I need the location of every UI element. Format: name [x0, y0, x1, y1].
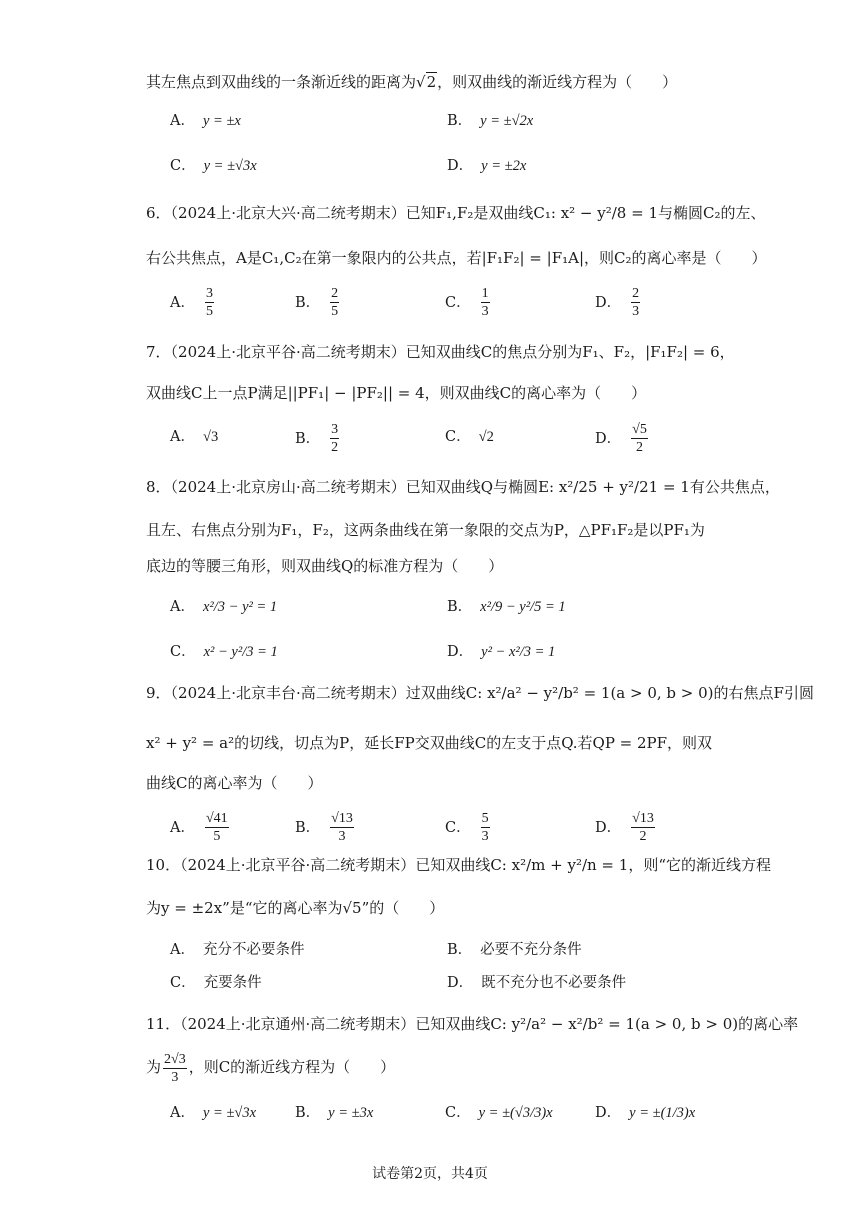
option-c: C． 充要条件 [170, 975, 262, 991]
question-text: ，则双曲线的渐近线方程为（ ） [437, 73, 678, 91]
question-6-line2: 右公共焦点，A是C₁,C₂在第一象限内的公共点，若|F₁F₂| = |F₁A|，则C₂的离心率是（ ） [146, 249, 767, 267]
question-source: （2024上·北京平谷·高二统考期末） [170, 343, 406, 361]
question-source: （2024上·北京大兴·高二统考期末） [170, 204, 406, 222]
option-c: C． y = ±(√3/3)x [445, 1105, 553, 1121]
question-9-line3: 曲线C的离心率为（ ） [146, 774, 323, 792]
question-6: 6．（2024上·北京大兴·高二统考期末）已知F₁,F₂是双曲线C₁: x² − y²/8 = 1与椭圆C₂的左、 [146, 204, 766, 222]
option-c: C． $\frac{5}{3}$ [445, 811, 489, 844]
option-b: B． $\frac{√13}{3}$ [295, 811, 353, 844]
option-d: D． 既不充分也不必要条件 [447, 975, 627, 991]
option-a: A． $\frac{√41}{5}$ [170, 811, 228, 844]
option-d: D． y = ±2x [447, 158, 527, 174]
question-9: 9．（2024上·北京丰台·高二统考期末）过双曲线C: x²/a² − y²/b² = 1(a > 0, b > 0)的右焦点F引圆 [146, 684, 814, 702]
option-c: C． x² − y²/3 = 1 [170, 644, 278, 660]
option-d: D． $\frac{2}{3}$ [595, 286, 640, 319]
question-8-line3: 底边的等腰三角形，则双曲线Q的标准方程为（ ） [146, 557, 504, 575]
sqrt-2: √2 [416, 73, 437, 91]
question-8-line2: 且左、右焦点分别为F₁，F₂，这两条曲线在第一象限的交点为P，△PF₁F₂是以PF₁为 [146, 521, 705, 539]
question-11-line2: 为 $\frac{2√3}{3}$ ，则C的渐近线方程为（ ） [146, 1051, 396, 1085]
option-c: C． $\frac{1}{3}$ [445, 286, 489, 319]
option-b: B． $\frac{2}{5}$ [295, 286, 339, 319]
option-a: A． x²/3 − y² = 1 [170, 599, 278, 615]
option-d: D． $\frac{√13}{2}$ [595, 811, 654, 844]
question-source: （2024上·北京通州·高二统考期末） [180, 1015, 416, 1033]
question-10: 10．（2024上·北京平谷·高二统考期末）已知双曲线C: x²/m + y²/n = 1，则“它的渐近线方程 [146, 856, 771, 874]
option-b: B． $\frac{3}{2}$ [295, 422, 339, 455]
option-a: A． √3 [170, 429, 219, 445]
question-source: （2024上·北京平谷·高二统考期末） [180, 856, 416, 874]
page-footer: 试卷第2页，共4页 [372, 1166, 488, 1182]
option-d: D． y² − x²/3 = 1 [447, 644, 556, 660]
option-c: C． y = ±√3x [170, 158, 257, 174]
question-source: （2024上·北京丰台·高二统考期末） [170, 684, 406, 702]
question-11: 11．（2024上·北京通州·高二统考期末）已知双曲线C: y²/a² − x²/b² = 1(a > 0, b > 0)的离心率 [146, 1015, 799, 1033]
option-b: B． x²/9 − y²/5 = 1 [447, 599, 566, 615]
question-source: （2024上·北京房山·高二统考期末） [170, 478, 406, 496]
question-7: 7．（2024上·北京平谷·高二统考期末）已知双曲线C的焦点分别为F₁、F₂，|F₁F₂| = 6， [146, 343, 735, 361]
option-b: B． y = ±3x [295, 1105, 374, 1121]
question-10-line2: 为y = ±2x”是“它的离心率为√5”的（ ） [146, 899, 445, 917]
question-text: 其左焦点到双曲线的一条渐近线的距离为 [146, 73, 417, 91]
option-a: A． y = ±√3x [170, 1105, 257, 1121]
question-5-tail [146, 72, 677, 92]
option-b: B． y = ±√2x [447, 113, 534, 129]
option-d: D． y = ±(1/3)x [595, 1105, 696, 1121]
option-c: C． √2 [445, 429, 494, 445]
option-b: B． 必要不充分条件 [447, 942, 582, 958]
question-8: 8．（2024上·北京房山·高二统考期末）已知双曲线Q与椭圆E: x²/25 + y²/21 = 1有公共焦点， [146, 478, 780, 496]
option-a: A． $\frac{3}{5}$ [170, 286, 213, 319]
option-a: A． y = ±x [170, 113, 241, 129]
question-7-line2: 双曲线C上一点P满足||PF₁| − |PF₂|| = 4，则双曲线C的离心率为（ ） [146, 384, 647, 402]
option-d: D． $\frac{√5}{2}$ [595, 422, 647, 455]
option-a: A． 充分不必要条件 [170, 942, 305, 958]
question-9-line2: x² + y² = a²的切线，切点为P，延长FP交双曲线C的左支于点Q.若QP = 2PF，则双 [146, 734, 713, 752]
